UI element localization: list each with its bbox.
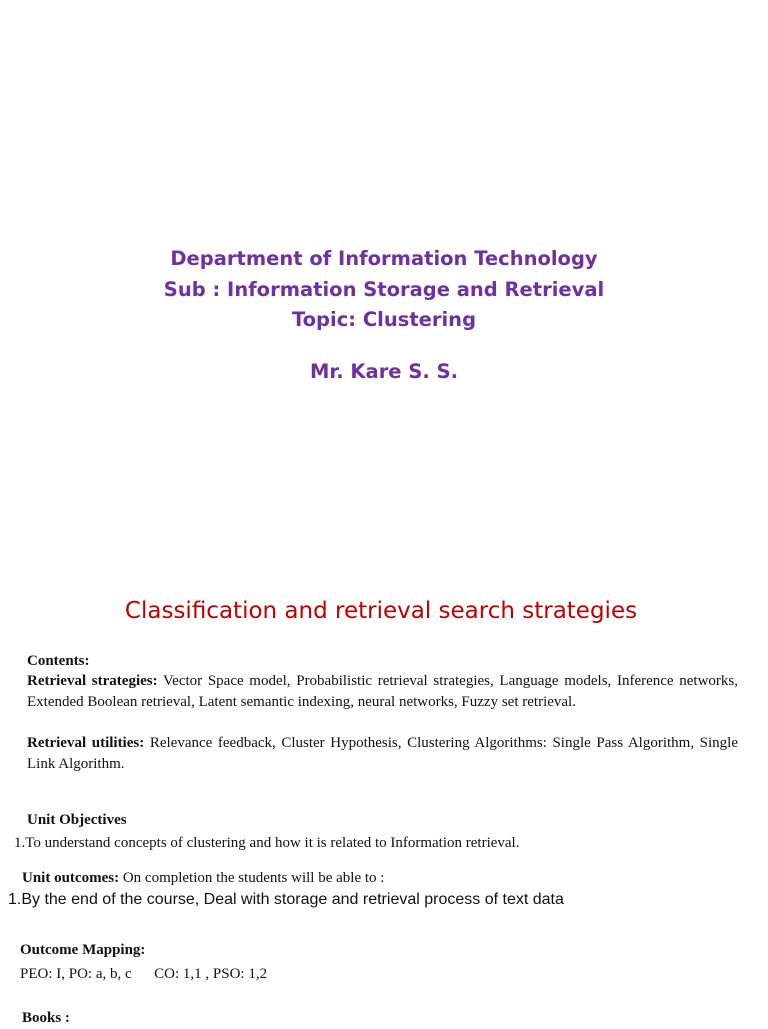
contents-label bbox=[27, 651, 90, 672]
unit-outcomes-text: On completion the students will be able to : bbox=[119, 870, 385, 886]
unit-outcomes-label: Unit outcomes: bbox=[22, 870, 120, 886]
unit-outcomes-line bbox=[22, 868, 384, 889]
retrieval-strategies-paragraph bbox=[27, 671, 738, 712]
retrieval-strategies-label: Retrieval strategies: bbox=[27, 673, 158, 689]
cover-title-block bbox=[0, 244, 768, 387]
author-name: Mr. Kare S. S. bbox=[309, 359, 459, 383]
retrieval-strategies-text: Vector Space model, Probabilistic retrieval strategies, Language models, Inference networks, Extended Boolean retrieval, Latent semantic indexing, neural networks, Fuzzy set retrieval. bbox=[27, 673, 738, 710]
outcome-mapping-heading bbox=[20, 940, 145, 961]
books-label: Books : bbox=[22, 1010, 70, 1026]
outcome-mapping-label: Outcome Mapping: bbox=[20, 942, 146, 958]
unit-objectives-heading bbox=[27, 810, 127, 831]
retrieval-utilities-paragraph bbox=[27, 733, 738, 774]
objective-item: 1.To understand concepts of clustering and how it is related to Information retrieval. bbox=[14, 835, 520, 851]
unit-objectives-label: Unit Objectives bbox=[27, 812, 127, 828]
topic-title: Topic: Clustering bbox=[291, 308, 477, 331]
contents-label-text: Contents: bbox=[27, 653, 90, 669]
department-title: Department of Information Technology bbox=[170, 247, 598, 270]
slide-heading: Classification and retrieval search strategies bbox=[124, 598, 638, 624]
subject-title: Sub : Information Storage and Retrieval bbox=[163, 277, 605, 301]
retrieval-utilities-text: Relevance feedback, Cluster Hypothesis, Clustering Algorithms: Single Pass Algorithm, Single Link Algorithm. bbox=[27, 735, 738, 772]
outcome-item: 1.By the end of the course, Deal with storage and retrieval process of text data bbox=[8, 891, 564, 908]
outcome-mapping-values: PEO: I, PO: a, b, c CO: 1,1 , PSO: 1,2 bbox=[20, 966, 268, 982]
retrieval-utilities-label: Retrieval utilities: bbox=[27, 735, 145, 751]
books-heading bbox=[22, 1008, 70, 1029]
